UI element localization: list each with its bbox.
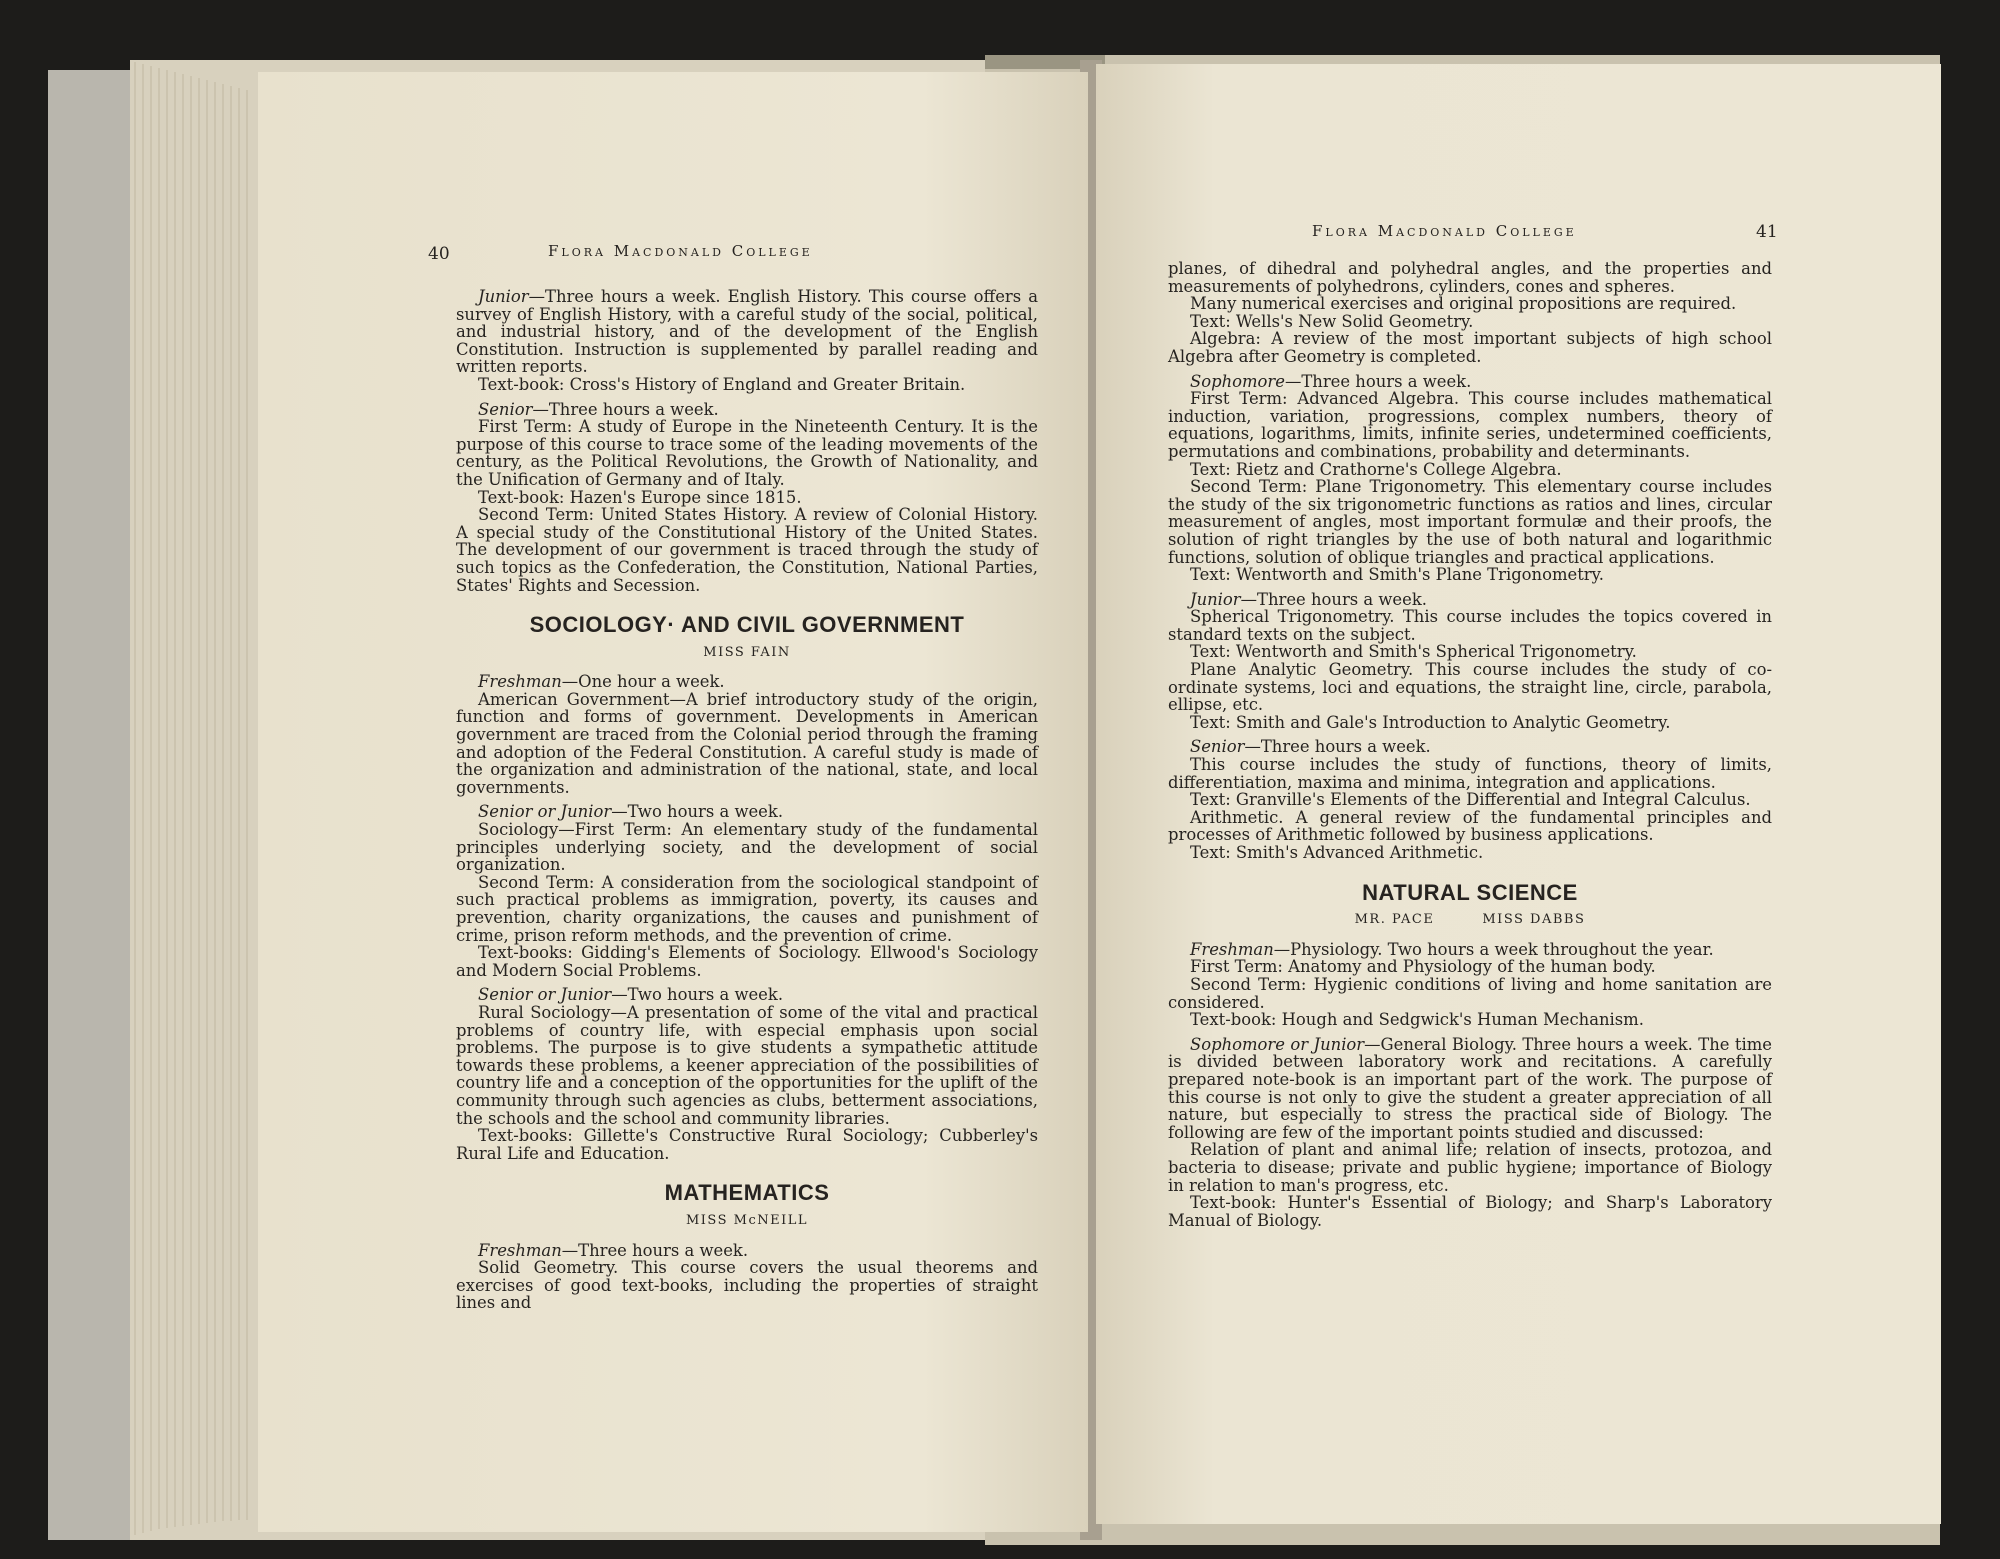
sociology-sj1-paragraph (456, 803, 1038, 821)
sociology-sj1-textbooks: Text-books: Gidding's Elements of Sociology. Ellwood's Sociology and Modern Social Problems. (456, 943, 1038, 980)
paragraph-text: —General Biology. Three hours a week. The time is divided between laboratory work and recitations. A carefully prepared note-book is an important part of the work. The purpose of this course is not only to give the student a greater appreciation of all nature, but especially to stress the practical side of Biology. The following are few of the important points studied and discussed: (1168, 1034, 1772, 1142)
math-arithmetic-text: Text: Smith's Advanced Arithmetic. (1190, 843, 1484, 862)
math-sophomore-second-text: Text: Wentworth and Smith's Plane Trigonometry. (1190, 565, 1604, 585)
math-junior-spherical: Spherical Trigonometry. This course includes the topics covered in standard texts on the subject. (1168, 607, 1772, 644)
science-soph-junior-paragraph (1168, 1036, 1772, 1142)
science-topics: Relation of plant and animal life; relation of insects, protozoa, and bacteria to disease; private and public hygiene; importance of Biology in relation to man's progress, etc. (1168, 1140, 1772, 1195)
paragraph-text: —One hour a week. (561, 672, 725, 692)
running-head: Flora Macdonald College (1312, 222, 1577, 240)
history-junior-paragraph (456, 288, 1038, 376)
sociology-freshman-paragraph (456, 673, 1038, 691)
page-number: 41 (1756, 222, 1778, 242)
section-heading-sociology: SOCIOLOGY· AND CIVIL GOVERNMENT (529, 612, 965, 638)
paragraph-text: —Two hours a week. (611, 985, 784, 1005)
science-freshman-textbook: Text-book: Hough and Sedgwick's Human Mechanism. (1190, 1010, 1644, 1030)
page-number: 40 (428, 244, 450, 264)
class-label: Senior (478, 399, 533, 419)
class-label: Senior or Junior (478, 802, 612, 822)
instructor-name: MISS FAIN (703, 644, 791, 660)
instructor-name: MR. PACE (1354, 912, 1435, 928)
science-textbook: Text-book: Hunter's Essential of Biology; and Sharp's Laboratory Manual of Biology. (1168, 1193, 1772, 1230)
math-freshman-text: Solid Geometry. This course covers the usual theorems and exercises of good text-books, including the properties of straight lines and (456, 1258, 1038, 1313)
running-head: Flora Macdonald College (548, 242, 813, 260)
history-senior-first-term: First Term: A study of Europe in the Nineteenth Century. It is the purpose of this course to trace some of the leading movements of the century, as the Political Revolutions, the Growth of Nationality, and the Unification of Germany and of Italy. (456, 417, 1038, 489)
math-sophomore-first-text: Text: Rietz and Crathorne's College Algebra. (1190, 459, 1562, 479)
class-label: Sophomore (1190, 371, 1285, 391)
class-label: Junior (1190, 589, 1241, 609)
history-senior-first-textbook: Text-book: Hazen's Europe since 1815. (478, 487, 802, 507)
class-label: Senior (1190, 737, 1245, 757)
math-junior-analytic: Plane Analytic Geometry. This course includes the study of co-ordinate systems, loci and equations, the straight line, circle, parabola, ellipse, etc. (1168, 660, 1772, 715)
math-exercises: Many numerical exercises and original propositions are required. (1190, 294, 1737, 314)
right-text-column (1168, 260, 1772, 1229)
instructor-name: MISS DABBS (1482, 912, 1586, 928)
left-text-column (456, 288, 1038, 1312)
paragraph-text: —Three hours a week. (1244, 737, 1431, 757)
right-page (1096, 64, 1941, 1524)
math-sophomore-paragraph (1168, 373, 1772, 391)
math-continuation: planes, of dihedral and polyhedral angles, and the properties and measurements of polyhedrons, cylinders, cones and spheres. (1168, 259, 1772, 296)
instructor-name: MISS McNEILL (685, 1212, 809, 1228)
math-junior-paragraph (1168, 591, 1772, 609)
math-sophomore-first-term: First Term: Advanced Algebra. This course includes mathematical induction, variation, progressions, complex numbers, theory of equations, logarithms, limits, infinite series, undetermined coefficients, permutations and combinations, probability and determinants. (1168, 389, 1772, 461)
science-freshman-second-term: Second Term: Hygienic conditions of living and home sanitation are considered. (1168, 974, 1772, 1012)
math-senior-calc-text: Text: Granville's Elements of the Differential and Integral Calculus. (1190, 790, 1751, 810)
math-junior-spherical-text: Text: Wentworth and Smith's Spherical Trigonometry. (1190, 642, 1637, 662)
math-freshman-paragraph (456, 1242, 1038, 1260)
class-label: Freshman (1190, 939, 1274, 959)
paragraph-text: —Three hours a week. (1240, 589, 1427, 609)
class-label: Freshman (478, 1240, 562, 1260)
sociology-freshman-text: American Government—A brief introductory study of the origin, function and forms of government. Developments in American government are traced from the Colonial period through the framing and adoption of the Federal Constitution. A careful study is made of the organization and administration of the national, state, and local governments. (456, 689, 1038, 797)
class-label: Freshman (478, 672, 562, 692)
paragraph-text: —Three hours a week. English History. This course offers a survey of English History, with a careful study of the social, political, and industrial history, and of the development of the English Constitution. Instruction is supplemented by parallel reading and written reports. (456, 287, 1038, 377)
math-senior-text: This course includes the study of functions, theory of limits, differentiation, maxima and minima, integration and applications. (1168, 755, 1772, 792)
paragraph-text: —Physiology. Two hours a week throughout the year. (1273, 939, 1714, 959)
section-heading-mathematics: MATHEMATICS (664, 1180, 830, 1206)
paragraph-text: —Three hours a week. (532, 399, 719, 419)
sociology-sj2-paragraph (456, 986, 1038, 1004)
section-heading-natural-science: NATURAL SCIENCE (1362, 879, 1578, 905)
instructor-names (1168, 911, 1772, 929)
paragraph-text: —Two hours a week. (611, 802, 784, 822)
math-geometry-text: Text: Wells's New Solid Geometry. (1190, 311, 1474, 331)
math-algebra: Algebra: A review of the most important subjects of high school Algebra after Geometry is completed. (1168, 329, 1772, 366)
math-junior-analytic-text: Text: Smith and Gale's Introduction to Analytic Geometry. (1190, 712, 1671, 732)
history-junior-textbook: Text-book: Cross's History of England and Greater Britain. (478, 374, 966, 394)
math-sophomore-second-term: Second Term: Plane Trigonometry. This elementary course includes the study of the six trigonometric functions as ratios and lines, circular measurement of angles, most important formulæ and their proofs, the solution of right triangles by the use of both natural and logarithmic functions, solution of oblique triangles and practical applications. (1168, 477, 1772, 567)
paragraph-text: —Three hours a week. (1284, 371, 1472, 391)
sociology-sj1-second-term: Second Term: A consideration from the sociological standpoint of such practical problems as immigration, poverty, its causes and prevention, charity organizations, the causes and punishment of crime, prison reform methods, and the prevention of crime. (456, 872, 1038, 945)
science-freshman-paragraph (1168, 941, 1772, 959)
class-label: Sophomore or Junior (1190, 1034, 1365, 1054)
sociology-sj2-textbooks: Text-books: Gillette's Constructive Rural Sociology; Cubberley's Rural Life and Education. (456, 1126, 1038, 1163)
history-senior-second-term: Second Term: United States History. A review of Colonial History. A special study of the Constitutional History of the United States. The development of our government is traced through the study of such topics as the Confederation, the Constitution, National Parties, States' Rights and Secession. (456, 505, 1038, 595)
sociology-sj1-first-term: Sociology—First Term: An elementary study of the fundamental principles underlying society, and the development of social organization. (456, 820, 1038, 875)
class-label: Senior or Junior (478, 985, 612, 1005)
math-arithmetic: Arithmetic. A general review of the fundamental principles and processes of Arithmetic followed by business applications. (1168, 807, 1772, 845)
sociology-sj2-text: Rural Sociology—A presentation of some of the vital and practical problems of country life, with especial emphasis upon social problems. The purpose is to give students a sympathetic attitude towards these problems, a keener appreciation of the possibilities of country life and a conception of the opportunities for the uplift of the community through such agencies as clubs, betterment associations, the schools and the school and community libraries. (456, 1002, 1038, 1128)
history-senior-paragraph (456, 401, 1038, 419)
math-senior-paragraph (1168, 738, 1772, 756)
science-freshman-first-term: First Term: Anatomy and Physiology of the human body. (1190, 957, 1656, 977)
class-label: Junior (478, 287, 529, 306)
left-page (258, 72, 1088, 1532)
paragraph-text: —Three hours a week. (561, 1240, 749, 1260)
